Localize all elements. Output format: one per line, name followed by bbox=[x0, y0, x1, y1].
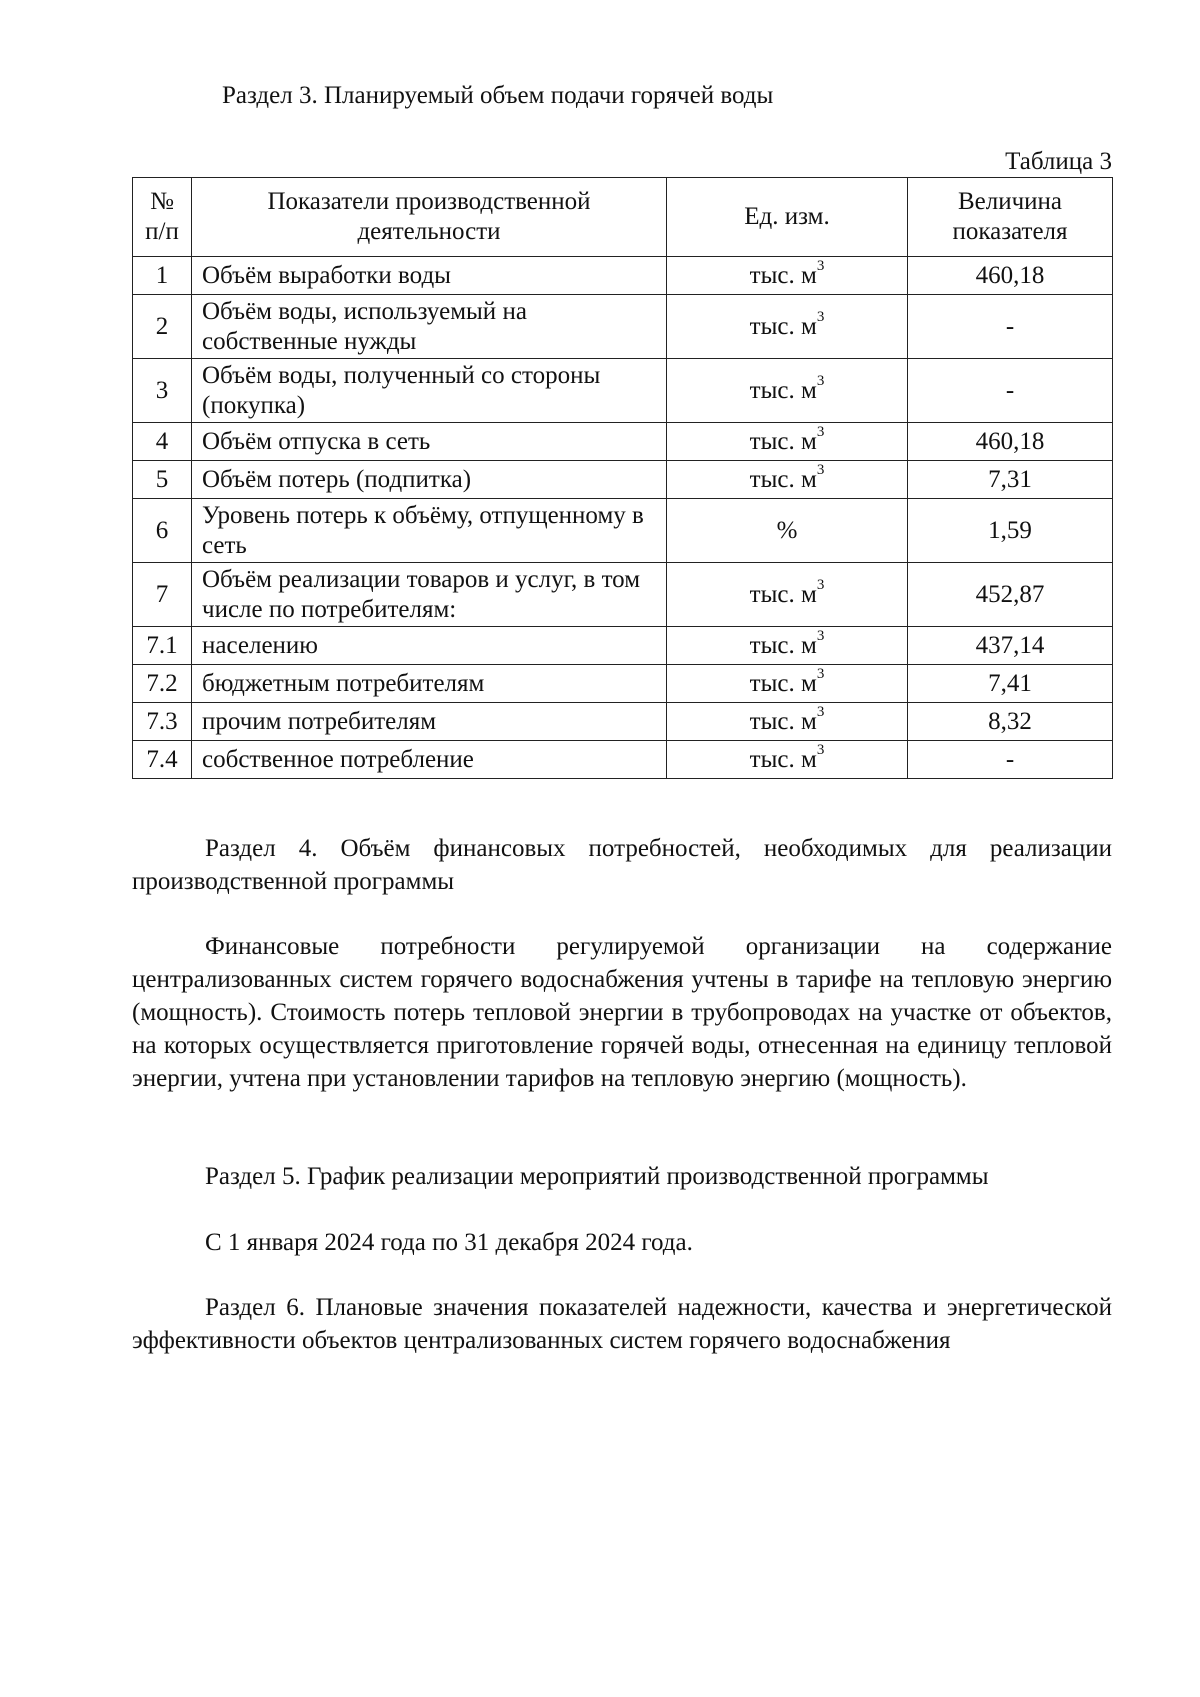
unit-text: тыс. м bbox=[749, 465, 817, 493]
row-value: 460,18 bbox=[908, 257, 1113, 295]
table-row bbox=[133, 423, 1113, 461]
table-row bbox=[133, 703, 1113, 741]
section-5-text: С 1 января 2024 года по 31 декабря 2024 года. bbox=[205, 1229, 693, 1256]
section-4-title: Раздел 4. Объём финансовых потребностей, необходимых для реализации производственной программы bbox=[132, 835, 1112, 895]
row-value: 7,41 bbox=[908, 665, 1113, 703]
unit-text: тыс. м bbox=[749, 376, 817, 404]
unit-superscript: 3 bbox=[816, 666, 825, 683]
table-row bbox=[133, 665, 1113, 703]
unit-text: тыс. м bbox=[749, 669, 817, 697]
unit-superscript: 3 bbox=[816, 577, 825, 594]
row-value: 460,18 bbox=[908, 423, 1113, 461]
row-indicator: Уровень потерь к объёму, отпущенному в сеть bbox=[192, 499, 667, 563]
row-unit bbox=[667, 741, 908, 779]
row-indicator: собственное потребление bbox=[192, 741, 667, 779]
row-unit bbox=[667, 499, 908, 563]
row-indicator: прочим потребителям bbox=[192, 703, 667, 741]
table-row bbox=[133, 295, 1113, 359]
row-value: 452,87 bbox=[908, 563, 1113, 627]
unit-superscript: 3 bbox=[816, 258, 825, 275]
table-row bbox=[133, 359, 1113, 423]
header-number: № п/п bbox=[133, 178, 192, 257]
row-number: 7.2 bbox=[133, 665, 192, 703]
row-indicator: Объём воды, используемый на собственные нужды bbox=[192, 295, 667, 359]
unit-superscript: 3 bbox=[816, 704, 825, 721]
row-number: 2 bbox=[133, 295, 192, 359]
table-row bbox=[133, 461, 1113, 499]
row-number: 6 bbox=[133, 499, 192, 563]
row-indicator: Объём воды, полученный со стороны (покупка) bbox=[192, 359, 667, 423]
row-indicator: Объём отпуска в сеть bbox=[192, 423, 667, 461]
row-number: 7.4 bbox=[133, 741, 192, 779]
row-unit bbox=[667, 359, 908, 423]
production-table bbox=[132, 177, 1113, 779]
row-unit bbox=[667, 703, 908, 741]
row-value: - bbox=[908, 741, 1113, 779]
row-number: 5 bbox=[133, 461, 192, 499]
unit-text: тыс. м bbox=[749, 745, 817, 773]
unit-superscript: 3 bbox=[816, 742, 825, 759]
section-5-title: Раздел 5. График реализации мероприятий производственной программы bbox=[205, 1163, 989, 1190]
row-unit bbox=[667, 295, 908, 359]
table-row bbox=[133, 627, 1113, 665]
unit-superscript: 3 bbox=[816, 309, 825, 326]
unit-text: тыс. м bbox=[749, 631, 817, 659]
unit-text: тыс. м bbox=[749, 261, 817, 289]
row-value: - bbox=[908, 359, 1113, 423]
row-indicator: населению bbox=[192, 627, 667, 665]
header-value: Величина показателя bbox=[908, 178, 1113, 257]
unit-text: тыс. м bbox=[749, 580, 817, 608]
table-row bbox=[133, 499, 1113, 563]
row-number: 7.1 bbox=[133, 627, 192, 665]
row-unit bbox=[667, 257, 908, 295]
row-number: 3 bbox=[133, 359, 192, 423]
row-value: 437,14 bbox=[908, 627, 1113, 665]
unit-text: % bbox=[776, 516, 798, 544]
row-unit bbox=[667, 627, 908, 665]
row-unit bbox=[667, 563, 908, 627]
table-header-row bbox=[133, 178, 1113, 257]
row-indicator: бюджетным потребителям bbox=[192, 665, 667, 703]
row-number: 7.3 bbox=[133, 703, 192, 741]
unit-superscript: 3 bbox=[816, 462, 825, 479]
row-value: 8,32 bbox=[908, 703, 1113, 741]
table-row bbox=[133, 563, 1113, 627]
header-unit: Ед. изм. bbox=[667, 178, 908, 257]
row-unit bbox=[667, 423, 908, 461]
table-row bbox=[133, 741, 1113, 779]
row-indicator: Объём потерь (подпитка) bbox=[192, 461, 667, 499]
table-caption: Таблица 3 bbox=[1005, 148, 1112, 175]
unit-text: тыс. м bbox=[749, 312, 817, 340]
row-number: 7 bbox=[133, 563, 192, 627]
row-unit bbox=[667, 665, 908, 703]
section-3-title: Раздел 3. Планируемый объем подачи горячей воды bbox=[222, 82, 774, 109]
unit-text: тыс. м bbox=[749, 707, 817, 735]
unit-superscript: 3 bbox=[816, 424, 825, 441]
table-row bbox=[133, 257, 1113, 295]
row-number: 1 bbox=[133, 257, 192, 295]
row-unit bbox=[667, 461, 908, 499]
row-value: - bbox=[908, 295, 1113, 359]
section-6-title: Раздел 6. Плановые значения показателей надежности, качества и энергетической эффективности объектов централизованных систем горячего водоснабжения bbox=[132, 1294, 1112, 1354]
section-4-text: Финансовые потребности регулируемой организации на содержание централизованных систем горячего водоснабжения учтены в тарифе на тепловую энергию (мощность). Стоимость потерь тепловой энергии в трубопроводах на участке от объектов, на которых осуществляется приготовление горячей воды, отнесенная на единицу тепловой энергии, учтена при установлении тарифов на тепловую энергию (мощность). bbox=[132, 933, 1112, 1092]
unit-superscript: 3 bbox=[816, 628, 825, 645]
row-number: 4 bbox=[133, 423, 192, 461]
row-indicator: Объём реализации товаров и услуг, в том числе по потребителям: bbox=[192, 563, 667, 627]
row-indicator: Объём выработки воды bbox=[192, 257, 667, 295]
header-indicator: Показатели производственной деятельности bbox=[192, 178, 667, 257]
row-value: 1,59 bbox=[908, 499, 1113, 563]
unit-superscript: 3 bbox=[816, 373, 825, 390]
row-value: 7,31 bbox=[908, 461, 1113, 499]
unit-text: тыс. м bbox=[749, 427, 817, 455]
